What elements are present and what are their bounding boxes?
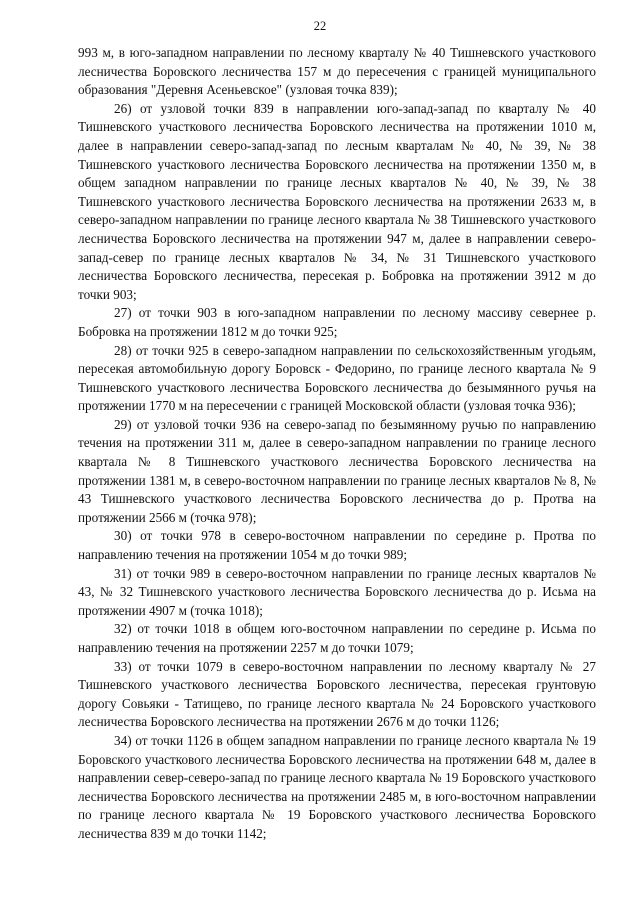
paragraph-continuation: 993 м, в юго-западном направлении по лесному кварталу № 40 Тишневского участкового лесничества Боровского лесничества 157 м до пересечения с границей муниципального образования "Деревня Асеньевское" (узловая точка 839); (78, 45, 596, 98)
paragraph-item-33: 33) от точки 1079 в северо-восточном направлении по лесному кварталу № 27 Тишневского участкового лесничества Боровского лесничества, пересекая грунтовую дорогу Совьяки - Татищево, по границе лесного квартала № 24 Боровского участкового лесничества Боровского лесничества на протяжении 2676 м до точки 1126; (78, 658, 596, 730)
page-number: 22 (313, 19, 327, 33)
paragraph-item-32: 32) от точки 1018 в общем юго-восточном направлении по середине р. Исьма по направлению течения на протяжении 2257 м до точки 1079; (78, 621, 596, 655)
paragraph-item-29: 29) от узловой точки 936 на северо-запад по безымянному ручью по направлению течения на протяжении 311 м, далее в северо-западном направлении по границе лесного квартала № 8 Тишневского участкового лесничества Боровского лесничества на протяжении 1381 м, в северо-восточном направлении по границе лесных кварталов № 8, № 43 Тишневского участкового лесничества Боровского лесничества до р. Протва на протяжении 2566 м (точка 978); (78, 416, 596, 525)
paragraph-item-31: 31) от точки 989 в северо-восточном направлении по границе лесных кварталов № 43, № 32 Тишневского участкового лесничества Боровского лесничества до р. Исьма на протяжении 4907 м (точка 1018); (78, 565, 596, 618)
paragraph-item-27: 27) от точки 903 в юго-западном направлении по лесному массиву севернее р. Бобровка на протяжении 1812 м до точки 925; (78, 305, 596, 339)
paragraph-item-28: 28) от точки 925 в северо-западном направлении по сельскохозяйственным угодьям, пересекая автомобильную дорогу Боровск - Федорино, по границе лесного квартала № 9 Тишневского участкового лесничества Боровского лесничества до безымянного ручья на протяжении 1770 м на пересечении с границей Московской области (узловая точка 936); (78, 342, 596, 414)
paragraph-item-30: 30) от точки 978 в северо-восточном направлении по середине р. Протва по направлению течения на протяжении 1054 м до точки 989; (78, 528, 596, 563)
paragraph-item-26: 26) от узловой точки 839 в направлении юго-запад-запад по кварталу № 40 Тишневского участкового лесничества Боровского лесничества на протяжении 1010 м, далее в направлении северо-запад-запад по лесным кварталам № 40, № 39, № 38 Тишневского участкового лесничества Боровского лесничества на протяжении 1350 м, в общем западном направлении по границе лесных кварталов № 40, № 39, № 38 Тишневского участкового лесничества Боровского лесничества на протяжении 2633 м, в северо-западном направлении по границе лесного квартала № 38 Тишневского участкового лесничества Боровского лесничества на протяжении 947 м, далее в направлении северо-запад-север по границе лесных кварталов № 34, № 31 Тишневского участкового лесничества Боровского лесничества, пересекая р. Бобровка на протяжении 3912 м до точки 903; (78, 100, 596, 302)
document-body (78, 44, 596, 844)
paragraph-item-34: 34) от точки 1126 в общем западном направлении по границе лесного квартала № 19 Боровского участкового лесничества Боровского лесничества на протяжении 648 м, далее в направлении север-северо-запад по границе лесного квартала № 19 Боровского участкового лесничества Боровского лесничества на протяжении 2485 м, в юго-восточном направлении по границе лесного квартала № 19 Боровского участкового лесничества Боровского лесничества 839 м до точки 1142; (78, 732, 596, 841)
